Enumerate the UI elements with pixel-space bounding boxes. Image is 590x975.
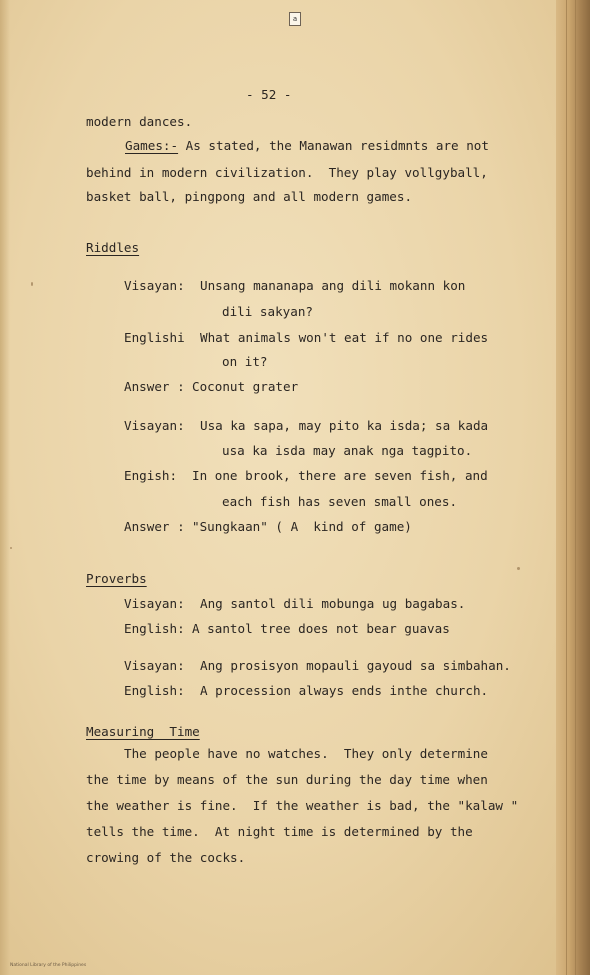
paper-speck	[10, 547, 12, 549]
riddle-text-cont: dili sakyan?	[222, 304, 313, 319]
proverb-text: Ang prosisyon mopauli gayoud sa simbahan.	[200, 658, 511, 673]
riddle-text: Coconut grater	[192, 379, 299, 394]
measuring-time-heading: Measuring Time	[86, 724, 200, 739]
proverbs-heading: Proverbs	[86, 571, 147, 586]
riddle-label: Engish:	[124, 468, 178, 483]
paragraph-line: tells the time. At night time is determined by the	[86, 824, 473, 839]
paragraph-line: the time by means of the sun during the day time when	[86, 772, 488, 787]
riddle-text: In one brook, there are seven fish, and	[192, 468, 488, 483]
games-line-rest: As stated, the Manawan residmnts are not	[178, 138, 489, 153]
riddle-text: "Sungkaan" ( A kind of game)	[192, 519, 412, 534]
archive-mark: a	[289, 12, 301, 26]
text-line: modern dances.	[86, 114, 193, 129]
riddle-text-cont: on it?	[222, 354, 268, 369]
riddle-text: Usa ka sapa, may pito ka isda; sa kada	[200, 418, 489, 433]
paper-speck	[31, 282, 33, 286]
book-spine	[556, 0, 590, 975]
riddle-label: Englishi	[124, 330, 185, 345]
proverb-text: A procession always ends inthe church.	[200, 683, 489, 698]
riddle-label: Answer :	[124, 379, 185, 394]
proverb-label: Visayan:	[124, 596, 185, 611]
paper-speck	[517, 567, 520, 570]
riddle-text-cont: usa ka isda may anak nga tagpito.	[222, 443, 473, 458]
riddle-text: Unsang mananapa ang dili mokann kon	[200, 278, 466, 293]
riddle-label: Visayan:	[124, 418, 185, 433]
page-left-edge	[0, 0, 10, 975]
paragraph-line: the weather is fine. If the weather is bad, the "kalaw "	[86, 798, 519, 813]
proverb-text: Ang santol dili mobunga ug bagabas.	[200, 596, 466, 611]
riddles-heading: Riddles	[86, 240, 140, 255]
paragraph-line: crowing of the cocks.	[86, 850, 246, 865]
riddle-text: What animals won't eat if no one rides	[200, 330, 489, 345]
spine-line	[566, 0, 567, 975]
proverb-label: Visayan:	[124, 658, 185, 673]
riddle-label: Answer :	[124, 519, 185, 534]
proverb-label: English:	[124, 621, 185, 636]
games-paragraph-line	[125, 138, 489, 154]
riddle-label: Visayan:	[124, 278, 185, 293]
text-line: basket ball, pingpong and all modern games.	[86, 189, 413, 204]
proverb-text: A santol tree does not bear guavas	[192, 621, 450, 636]
proverb-label: English:	[124, 683, 185, 698]
spine-line	[575, 0, 576, 975]
paragraph-line: The people have no watches. They only determine	[124, 746, 488, 761]
text-line: behind in modern civilization. They play vollgyball,	[86, 165, 488, 180]
archive-footer-note: National Library of the Philippines	[10, 963, 87, 968]
page-number: - 52 -	[246, 87, 292, 102]
games-heading: Games:-	[125, 138, 179, 153]
riddle-text-cont: each fish has seven small ones.	[222, 494, 458, 509]
